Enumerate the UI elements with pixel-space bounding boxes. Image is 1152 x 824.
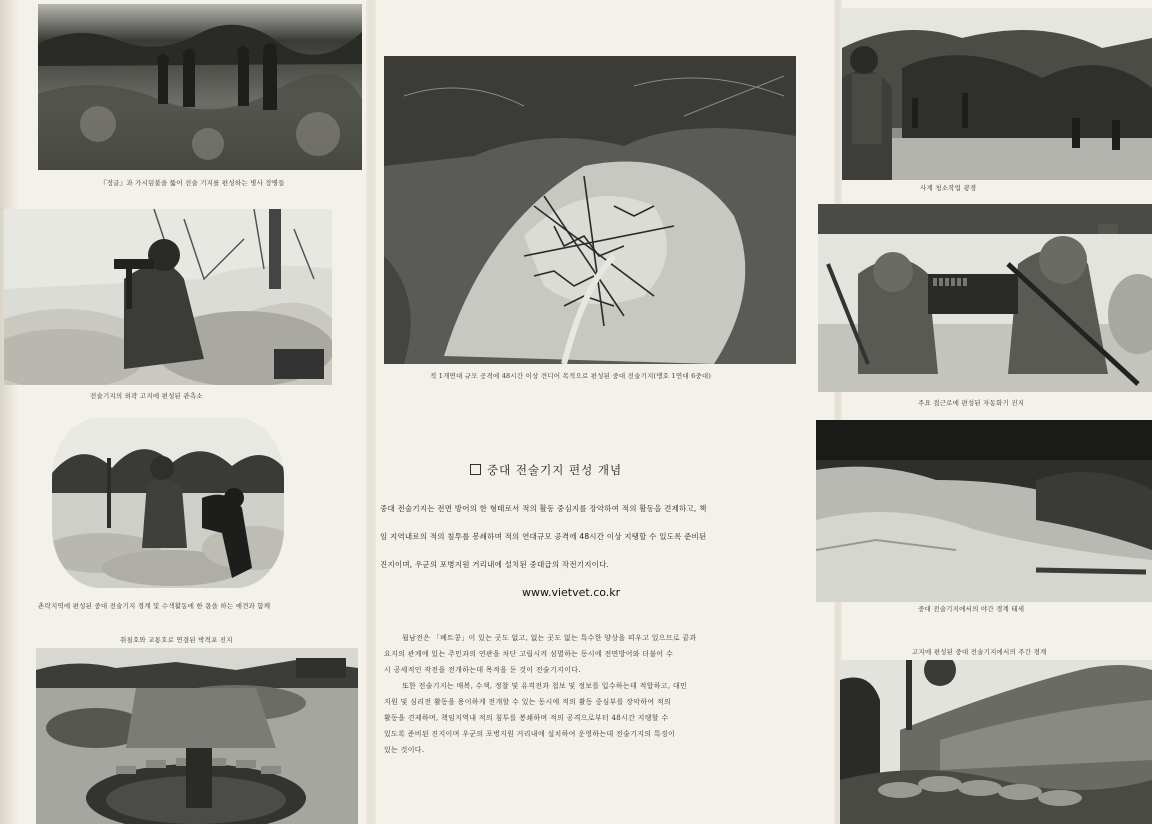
caption-observation-post: 전술기지의 외곽 고지에 편성된 관측소 [90, 392, 203, 400]
photo-mortar-trench [36, 648, 358, 824]
caption-trench-heading: 취침호와 교통호로 연결된 박격포 진지 [120, 636, 233, 644]
section-heading [470, 462, 622, 478]
section-heading-text: 중대 전술기지 편성 개념 [487, 463, 623, 477]
photo-dog-guard [52, 418, 284, 588]
intro-paragraph [380, 495, 780, 579]
page-edge-shadow [0, 0, 18, 824]
body-line: 있는 것이다. [384, 746, 425, 754]
caption-aerial-base: 적 1개연대 규모 공격에 48시간 이상 견디어 목적으로 편성된 중대 전술기지(맹호 1연대 6중대) [430, 372, 712, 380]
photo-sandbag-night [816, 420, 1152, 602]
photo-hill-base [840, 660, 1152, 824]
photo-jungle-clearing [38, 4, 362, 170]
photo-aerial-base [384, 56, 796, 364]
body-paragraph [384, 630, 774, 758]
caption-dog-guard: 촌락지역에 편성된 중대 전술기지 경계 및 수색활동에 한 몫을 하는 애견과 함께 [38, 602, 271, 610]
watermark-url: www.vietvet.co.kr [522, 586, 621, 599]
caption-jungle: 『정글』과 가시덤불을 뚫어 전술 기지를 편성하는 병사 장병들 [100, 179, 285, 187]
photo-machine-gun [818, 204, 1152, 392]
body-line: 있도록 준비된 진지이며 우군의 포병지원 거리내에 설치하여 운영하는데 전술기지의 특징이 [384, 730, 676, 738]
photo-observation-post [4, 209, 332, 385]
caption-machine-gun: 주요 접근로에 편성된 자동화기 진지 [918, 399, 1025, 407]
body-line: 지원 및 심리전 활동을 용이하게 전개할 수 있는 동시에 적의 활동 중심부를 장악하여 적의 [384, 698, 672, 706]
caption-hill-heading: 고지에 편성된 중대 전술기지에서의 주간 경계 [912, 648, 1047, 656]
body-line: 또한 전술기지는 매복, 수색, 정찰 및 유격전과 첩보 및 정보를 입수하는데 적합하고, 대민 [402, 682, 688, 690]
checkbox-square-icon [470, 464, 481, 475]
photo-field-clearing [842, 8, 1152, 180]
page-fold-left [366, 0, 376, 824]
intro-line: 진지이며, 우군의 포병지원 거리내에 설치된 중대급의 작전기지이다. [380, 560, 610, 569]
intro-line: 임 지역내로의 적의 침투를 봉쇄하며 적의 연대규모 공격에 48시간 이상 지탱할 수 있도록 준비된 [380, 532, 707, 541]
body-line: 활동을 견제하며, 책임지역내 적의 침투를 봉쇄하며 적의 공격으로부터 48시간 지탱할 수 [384, 714, 669, 722]
body-line: 월남전은 「베트콩」이 있는 곳도 없고, 없는 곳도 없는 특수한 양상을 띠우고 있으므로 끝과 [402, 634, 697, 642]
intro-line: 중대 전술기지는 전면 방어의 한 형태로서 적의 활동 중심지를 장악하여 적의 활동을 견제하고, 책 [380, 504, 707, 513]
caption-sandbag-night: 중대 전술기지에서의 야간 경계 태세 [918, 605, 1025, 613]
body-line: 시 공세적인 작전을 전개하는데 목적을 둔 것이 전술기지이다. [384, 666, 581, 674]
caption-field-clearing: 사계 청소작업 광경 [920, 184, 977, 192]
body-line: 요지의 관계에 있는 주민과의 연관을 차단 고립시켜 섬멸하는 동시에 전면방어와 더불어 수 [384, 650, 674, 658]
